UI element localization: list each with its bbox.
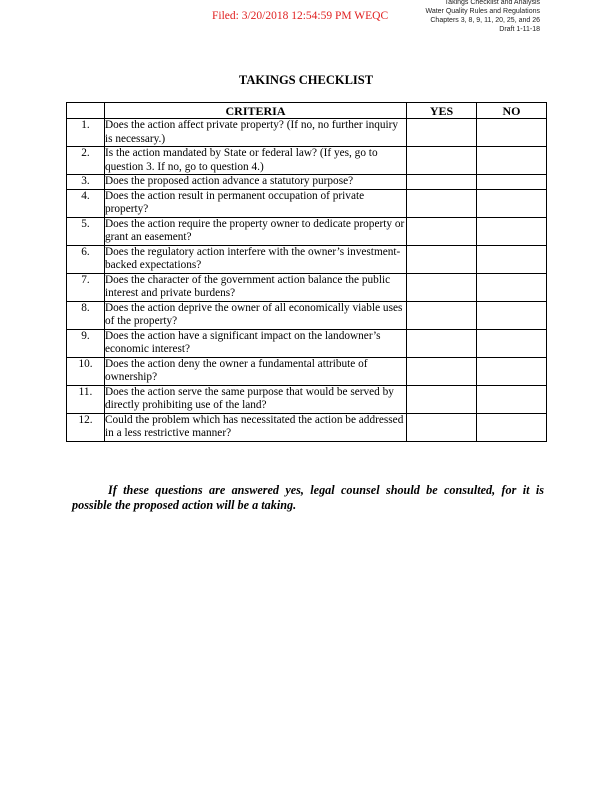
table-row xyxy=(67,385,547,413)
no-answer-cell[interactable] xyxy=(477,119,547,147)
question-number: 6. xyxy=(67,245,105,273)
question-number: 5. xyxy=(67,217,105,245)
question-text: Does the action require the property owner to dedicate property or grant an easement? xyxy=(105,217,407,245)
no-answer-cell[interactable] xyxy=(477,189,547,217)
no-answer-cell[interactable] xyxy=(477,385,547,413)
yes-answer-cell[interactable] xyxy=(407,273,477,301)
question-text: Does the action serve the same purpose that would be served by directly prohibiting use of the land? xyxy=(105,385,407,413)
no-answer-cell[interactable] xyxy=(477,217,547,245)
question-number: 8. xyxy=(67,301,105,329)
question-number: 1. xyxy=(67,119,105,147)
yes-answer-cell[interactable] xyxy=(407,385,477,413)
question-number: 9. xyxy=(67,329,105,357)
question-number: 12. xyxy=(67,413,105,441)
question-number: 7. xyxy=(67,273,105,301)
number-column-header xyxy=(67,103,105,119)
table-row xyxy=(67,175,547,190)
page-title: TAKINGS CHECKLIST xyxy=(238,73,374,87)
no-answer-cell[interactable] xyxy=(477,301,547,329)
criteria-column-header: CRITERIA xyxy=(105,103,407,119)
takings-checklist-table xyxy=(66,102,547,442)
yes-answer-cell[interactable] xyxy=(407,119,477,147)
no-answer-cell[interactable] xyxy=(477,245,547,273)
yes-answer-cell[interactable] xyxy=(407,217,477,245)
question-number: 4. xyxy=(67,189,105,217)
table-row xyxy=(67,273,547,301)
yes-answer-cell[interactable] xyxy=(407,147,477,175)
yes-answer-cell[interactable] xyxy=(407,357,477,385)
question-number: 3. xyxy=(67,175,105,190)
filed-stamp: Filed: 3/20/2018 12:54:59 PM WEQC xyxy=(212,10,389,22)
yes-answer-cell[interactable] xyxy=(407,301,477,329)
no-answer-cell[interactable] xyxy=(477,329,547,357)
question-text: Does the character of the government action balance the public interest and private burdens? xyxy=(105,273,407,301)
yes-answer-cell[interactable] xyxy=(407,189,477,217)
question-text: Does the action result in permanent occupation of private property? xyxy=(105,189,407,217)
question-number: 10. xyxy=(67,357,105,385)
header-line-1: Takings Checklist and Analysis xyxy=(444,0,540,6)
no-answer-cell[interactable] xyxy=(477,413,547,441)
question-number: 2. xyxy=(67,147,105,175)
table-row xyxy=(67,147,547,175)
question-text: Does the action deny the owner a fundamental attribute of ownership? xyxy=(105,357,407,385)
table-row xyxy=(67,357,547,385)
table-row xyxy=(67,119,547,147)
yes-answer-cell[interactable] xyxy=(407,413,477,441)
question-number: 11. xyxy=(67,385,105,413)
table-row xyxy=(67,217,547,245)
question-text: Does the regulatory action interfere with the owner’s investment-backed expectations? xyxy=(105,245,407,273)
yes-column-header: YES xyxy=(407,103,477,119)
yes-answer-cell[interactable] xyxy=(407,245,477,273)
header-line-4: Draft 1-11-18 xyxy=(499,26,540,33)
question-text: Is the action mandated by State or federal law? (If yes, go to question 3. If no, go to question 4.) xyxy=(105,147,407,175)
question-text: Could the problem which has necessitated the action be addressed in a less restrictive manner? xyxy=(105,413,407,441)
no-answer-cell[interactable] xyxy=(477,273,547,301)
no-answer-cell[interactable] xyxy=(477,147,547,175)
no-answer-cell[interactable] xyxy=(477,175,547,190)
header-line-3: Chapters 3, 8, 9, 11, 20, 25, and 26 xyxy=(430,17,540,24)
table-row xyxy=(67,301,547,329)
yes-answer-cell[interactable] xyxy=(407,329,477,357)
table-header-row xyxy=(67,103,547,119)
table-row xyxy=(67,413,547,441)
yes-answer-cell[interactable] xyxy=(407,175,477,190)
table-row xyxy=(67,329,547,357)
no-answer-cell[interactable] xyxy=(477,357,547,385)
document-header-info xyxy=(360,0,540,34)
question-text: Does the action affect private property? (If no, no further inquiry is necessary.) xyxy=(105,119,407,147)
header-line-2: Water Quality Rules and Regulations xyxy=(425,8,540,15)
question-text: Does the action have a significant impact on the landowner’s economic interest? xyxy=(105,329,407,357)
question-text: Does the action deprive the owner of all economically viable uses of the property? xyxy=(105,301,407,329)
table-row xyxy=(67,189,547,217)
table-row xyxy=(67,245,547,273)
question-text: Does the proposed action advance a statutory purpose? xyxy=(105,175,407,190)
legal-counsel-note: If these questions are answered yes, legal counsel should be consulted, for it is possible the proposed action will be a taking. xyxy=(72,483,544,512)
no-column-header: NO xyxy=(477,103,547,119)
